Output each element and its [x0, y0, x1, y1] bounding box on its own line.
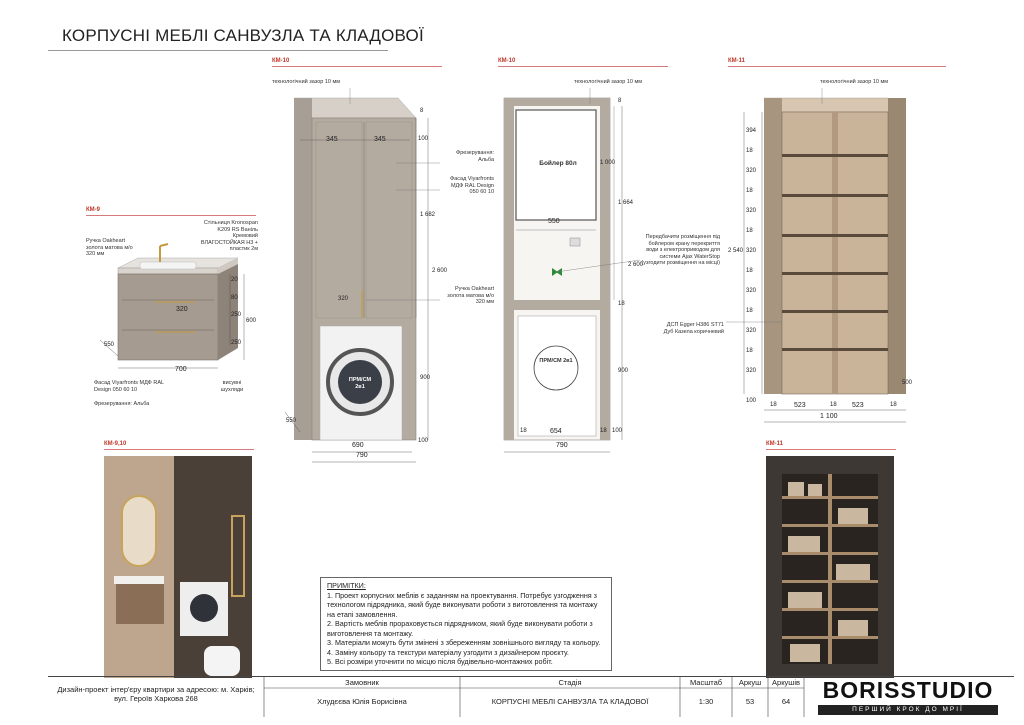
km11-dim: 1 100	[820, 413, 838, 420]
km11-dim: 523	[794, 402, 806, 409]
notes-box	[320, 577, 612, 671]
km11-dim: 500	[902, 380, 913, 386]
km10b-dim: 18	[618, 301, 625, 307]
client-header: Замовник	[345, 678, 379, 687]
tag-km10-open: КМ-10	[498, 58, 516, 64]
km9-dim: 600	[246, 318, 257, 324]
notes-title: ПРИМІТКИ:	[327, 581, 366, 590]
studio-slogan: ПЕРШИЙ КРОК ДО МРІЇ	[818, 705, 998, 715]
km10-dim: 8	[420, 108, 424, 114]
client-name: Хлудєєва Юлія Борисівна	[317, 697, 407, 706]
title-block	[48, 676, 1014, 717]
km9-drawers-label: висувні шухляди	[220, 380, 244, 393]
notes-item: 2. Вартість меблів прораховується підрядником, який буде виконувати роботи з виготовлення та монтажу.	[327, 619, 593, 638]
notes-item: 1. Проект корпусних меблів є заданням на проектування. Потребує узгодження з технологом підрядника, який буде виконувати роботи з виготовлення та монтажу на етапі замовлення.	[327, 590, 598, 619]
km11-height: 320	[746, 168, 757, 174]
km11-dim: 18	[890, 402, 897, 408]
notes-item: 3. Матеріали можуть бути змінені з збереженням зовнішнього вигляду та кольору.	[327, 638, 601, 647]
km11-height: 18	[746, 308, 753, 314]
km9-vanity-drawing	[100, 244, 244, 368]
km10b-plumbing-note: Передбачити розміщення під бойлером крану перекриття води з електроприводом для системи Ajax WaterStop (узгодити розміщення на місці)	[641, 234, 720, 267]
km9-handle-label: Ручка Oakheart золота матова м/о 320 мм	[86, 238, 133, 258]
km10-dim: 690	[352, 442, 364, 449]
km11-height: 320	[746, 208, 757, 214]
km10b-dim: 1 664	[618, 200, 634, 206]
tag-km910: КМ-9,10	[104, 441, 127, 447]
km9-dim: 320	[176, 306, 188, 313]
km9-dim: 20	[231, 277, 238, 283]
notes-item: 4. Заміну кольору та текстури матеріалу узгодити з дизайнером проєкту.	[327, 647, 569, 657]
km10b-dim: 550	[548, 218, 560, 225]
sheets-header: Аркушів	[772, 678, 800, 687]
km11-dim: 18	[830, 402, 837, 408]
tag-km9: КМ-9	[86, 207, 100, 213]
km10b-dim: 654	[550, 428, 562, 435]
tag-km10-front: КМ-10	[272, 58, 290, 64]
gap-note: технологічний зазор 10 мм	[272, 79, 341, 85]
km9-milling-label: Фрезерування: Альба	[94, 401, 150, 407]
km10-dim: 320	[338, 296, 349, 302]
km10b-washer-label: ПРМ/СМ 2в1	[539, 358, 573, 364]
km10b-dim: 2 600	[628, 262, 644, 268]
scale-header: Масштаб	[689, 678, 723, 687]
km9-dim: 700	[175, 366, 187, 373]
studio-logo: BORISSTUDIO	[822, 677, 994, 703]
km9-dim: 80	[231, 295, 238, 301]
km10-dim: 345	[374, 136, 386, 143]
km11-height: 320	[746, 288, 757, 294]
sheet-value: 53	[745, 697, 755, 706]
gap-note: технологічний зазор 10 мм	[574, 79, 643, 85]
km11-height: 320	[746, 328, 757, 334]
stage-header: Стадія	[558, 678, 582, 687]
km10b-dim: 100	[612, 428, 623, 434]
km11-storage-photo	[766, 456, 894, 678]
tag-km11-drawing: КМ-11	[728, 58, 746, 64]
km10-dim: 1 682	[420, 212, 436, 218]
km11-height: 18	[746, 148, 753, 154]
km10-dim: 790	[356, 452, 368, 459]
km10b-dim: 18	[600, 428, 607, 434]
km11-heights	[746, 128, 766, 388]
km11-dim: 523	[852, 402, 864, 409]
km11-dim: 2 540	[728, 248, 744, 254]
km9-countertop-label: Стільниця Kronospan K209 RS Ваніль Кремовий ВЛАГОСТОЙКАЯ Н3 + пластик 2м	[200, 220, 258, 253]
km9-dim: 250	[231, 340, 242, 346]
km9-dim: 250	[231, 312, 242, 318]
km11-height: 18	[746, 348, 753, 354]
notes-item: 5. Всі розміри уточнити по місцю після будівельно-монтажних робіт.	[327, 657, 553, 666]
sheet-header: Аркуш	[738, 678, 762, 687]
km11-height: 18	[746, 188, 753, 194]
page-title: КОРПУСНІ МЕБЛІ САНВУЗЛА ТА КЛАДОВОЇ	[62, 26, 424, 45]
km10b-dim: 8	[618, 98, 622, 104]
scale-value: 1:30	[698, 697, 714, 706]
km11-height: 18	[746, 228, 753, 234]
km10-front-drawing	[285, 98, 440, 462]
tag-km11-photo: КМ-11	[766, 441, 784, 447]
km9-facade-label: Фасад Viyarfronts МДФ RAL Design 050 60 10	[94, 380, 164, 393]
km11-height: 394	[746, 128, 757, 134]
km10-handle-label: Ручка Oakheart золота матова м/о 320 мм	[447, 286, 494, 306]
km11-dim: 18	[770, 402, 777, 408]
km10-dim: 100	[418, 438, 429, 444]
km10b-dim: 18	[520, 428, 527, 434]
km11-height: 320	[746, 368, 757, 374]
gap-note: технологічний зазор 10 мм	[820, 79, 889, 85]
km11-height: 320	[746, 248, 757, 254]
km10-open-drawing	[504, 98, 640, 452]
km10-dim: 900	[420, 375, 431, 381]
km910-bathroom-photo	[104, 456, 252, 678]
km11-dim: 100	[746, 398, 757, 404]
km10-washer-label: ПРМ/СМ 2в1	[348, 377, 372, 390]
stage-value: КОРПУСНІ МЕБЛІ САНВУЗЛА ТА КЛАДОВОЇ	[491, 697, 649, 706]
km10b-dim: 1 000	[600, 160, 616, 166]
km10-dim: 100	[418, 136, 429, 142]
km10-boiler-label: Бойлер 80л	[539, 160, 577, 167]
km10-dim: 550	[286, 418, 297, 424]
km10-dim: 2 600	[432, 268, 448, 274]
km10-dim: 345	[326, 136, 338, 143]
project-address: Дизайн-проект інтер'єру квартири за адресою: м. Харків; вул. Героїв Харкова 268	[57, 685, 255, 703]
sheets-value: 64	[781, 697, 791, 706]
km10-facade-label: Фасад Viyarfronts МДФ RAL Design 050 60 10	[450, 176, 494, 196]
km11-height: 18	[746, 268, 753, 274]
km10-milling-label: Фрезерування: Альба	[456, 150, 494, 163]
km10b-dim: 900	[618, 368, 629, 374]
km9-dim: 550	[104, 342, 115, 348]
km11-material-label: ДСП Egger H386 ST71 Дуб Казела коричневий	[663, 322, 724, 335]
km10b-dim: 790	[556, 442, 568, 449]
